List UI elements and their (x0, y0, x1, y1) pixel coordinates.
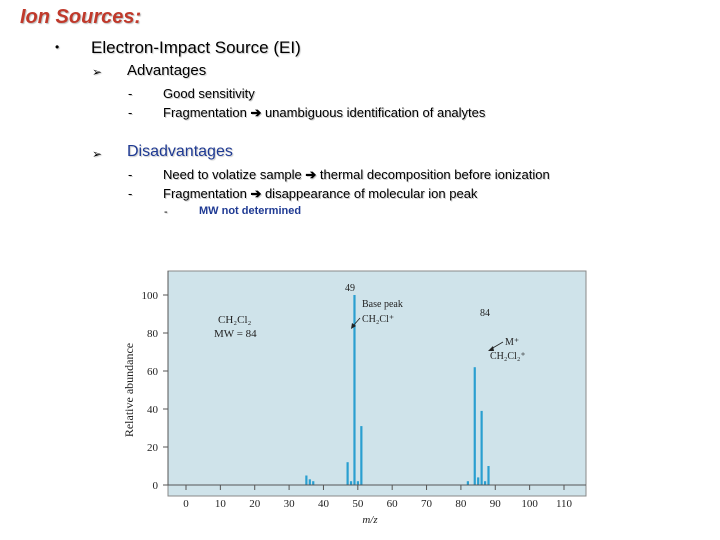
y-tick-label: 80 (147, 328, 158, 340)
molecular-ion-formula: CH₂Cl₂⁺ (490, 351, 526, 362)
peak-bar-mz-50 (357, 481, 359, 485)
x-tick-label: 110 (555, 498, 573, 510)
disadvantage-dash-2: - (128, 186, 133, 201)
base-peak-label: Base peak (362, 299, 403, 310)
peak-49-label: 49 (345, 283, 355, 294)
peak-bar-mz-37 (312, 481, 314, 485)
molecular-ion-label: M⁺ (505, 337, 520, 348)
x-tick-label: 90 (489, 498, 501, 510)
disadvantage-item-2-pre: Fragmentation (163, 186, 251, 201)
x-tick-label: 10 (214, 498, 226, 510)
disadvantage-dash-1: - (128, 167, 133, 182)
x-tick-label: 40 (317, 498, 329, 510)
x-tick-label: 60 (386, 498, 398, 510)
base-peak-ion: CH₂Cl⁺ (362, 314, 395, 325)
y-tick-label: 0 (152, 480, 158, 492)
peak-bar-mz-35 (305, 476, 307, 486)
y-axis-label: Relative abundance (122, 342, 136, 438)
peak-bar-mz-84 (474, 367, 476, 485)
right-arrow-icon: ➔ (250, 186, 262, 201)
disadvantage-item-2-post: disappearance of molecular ion peak (261, 186, 478, 201)
peak-bar-mz-47 (347, 462, 349, 485)
sub-item-dash: - (164, 206, 168, 218)
y-tick-label: 100 (141, 290, 158, 302)
x-tick-label: 80 (455, 498, 467, 510)
peak-bar-mz-88 (487, 466, 489, 485)
peak-bar-mz-36 (309, 479, 311, 485)
sub-item-mw-not-determined: MW not determined (199, 205, 302, 217)
y-tick-label: 60 (147, 366, 158, 378)
advantage-dash-2: - (128, 105, 133, 120)
y-tick-label: 20 (147, 442, 158, 454)
advantage-item-2-post: unambiguous identification of analytes (261, 105, 486, 120)
peak-84-label: 84 (480, 308, 490, 319)
peak-bar-mz-82 (467, 481, 469, 485)
right-arrow-icon: ➔ (250, 105, 262, 120)
disadvantage-item-1-post: thermal decomposition before ionization (316, 167, 550, 182)
bullet-marker: • (55, 40, 60, 54)
advantage-item-1: Good sensitivity (163, 86, 255, 101)
x-tick-label: 20 (249, 498, 261, 510)
disadvantage-item-1-pre: Need to volatize sample (163, 167, 306, 182)
advantage-dash-1: - (128, 86, 133, 101)
y-tick-label: 40 (147, 404, 158, 416)
advantages-heading: Advantages (127, 62, 207, 79)
x-tick-label: 50 (352, 498, 364, 510)
x-tick-label: 30 (283, 498, 295, 510)
peak-bar-mz-48 (350, 481, 352, 485)
advantage-item-2-pre: Fragmentation (163, 105, 251, 120)
disadvantages-heading: Disadvantages (127, 143, 233, 160)
slide-title: Ion Sources: (20, 6, 142, 28)
compound-formula: CH₂Cl₂ (218, 314, 252, 326)
right-arrow-icon: ➔ (305, 167, 317, 182)
peak-bar-mz-85 (477, 477, 479, 485)
x-axis-label: m/z (362, 514, 378, 526)
x-tick-label: 70 (421, 498, 433, 510)
bullet-ei-source: Electron-Impact Source (EI) (91, 38, 301, 57)
disadvantages-marker-icon: ➢ (92, 147, 103, 161)
peak-bar-mz-51 (360, 426, 362, 485)
molecular-weight: MW = 84 (214, 328, 257, 340)
peak-bar-mz-86 (481, 411, 483, 485)
advantages-marker-icon: ➢ (92, 65, 103, 79)
x-tick-label: 100 (521, 498, 538, 510)
peak-bar-mz-87 (484, 481, 486, 485)
x-tick-label: 0 (183, 498, 189, 510)
